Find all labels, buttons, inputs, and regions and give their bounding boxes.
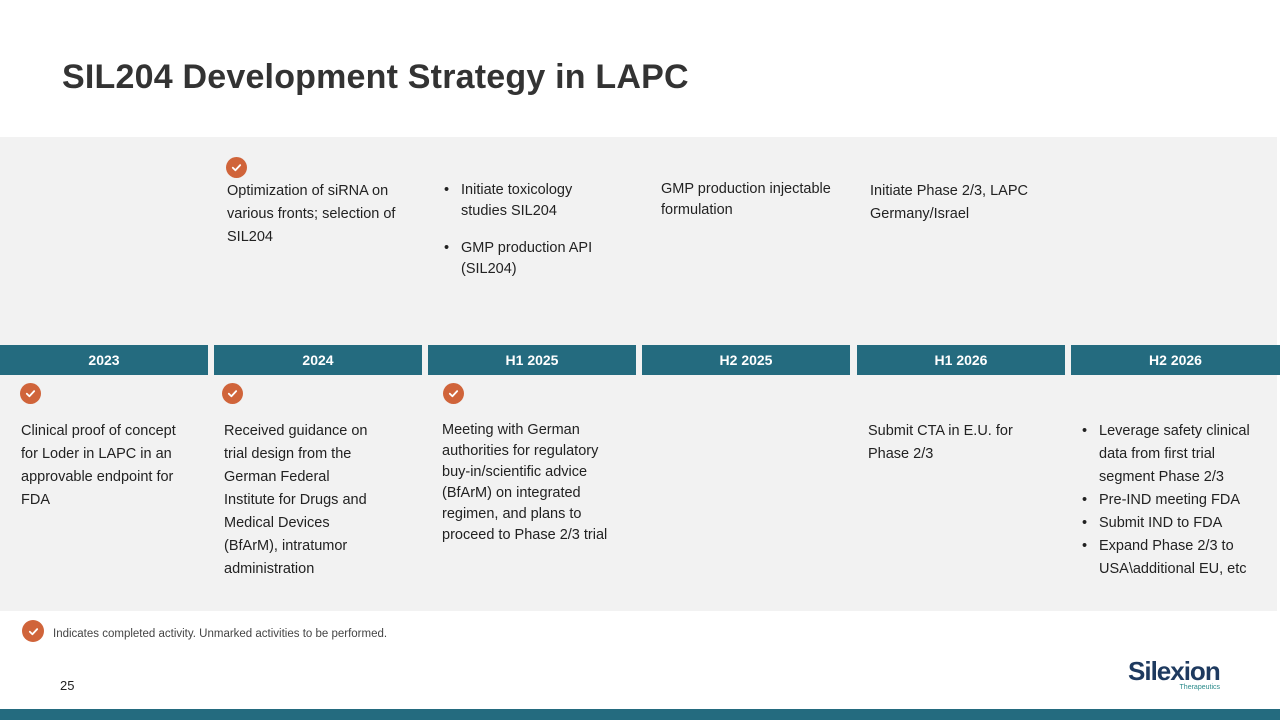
legend-text: Indicates completed activity. Unmarked activities to be performed. <box>53 628 388 640</box>
milestone-h1-2026-top: Initiate Phase 2/3, LAPC Germany/Israel <box>870 183 1028 222</box>
check-circle-icon <box>222 383 243 404</box>
period-2023: 2023 <box>0 345 208 375</box>
milestone-2024-bottom: Received guidance on trial design from the German Federal Institute for Drugs and Medical Devices (BfArM), intratumor administration <box>224 423 368 577</box>
period-h1-2025: H1 2025 <box>428 345 636 375</box>
slide-title: SIL204 Development Strategy in LAPC <box>62 58 689 96</box>
check-circle-icon <box>22 620 44 642</box>
footer-bar <box>0 709 1280 720</box>
milestone-2024-top: Optimization of siRNA on various fronts; selection of SIL204 <box>227 183 396 245</box>
list-item: • Pre-IND meeting FDA <box>1081 489 1271 512</box>
list-item: • Expand Phase 2/3 to USA\additional EU, etc <box>1081 535 1271 581</box>
milestone-2023-bottom: Clinical proof of concept for Loder in LAPC in an approvable endpoint for FDA <box>21 423 176 508</box>
logo-tagline: Therapeutics <box>1179 684 1220 691</box>
milestone-h1-2026-bottom: Submit CTA in E.U. for Phase 2/3 <box>868 423 1013 462</box>
period-h1-2026: H1 2026 <box>857 345 1065 375</box>
list-item: • Leverage safety clinical data from first trial segment Phase 2/3 <box>1081 420 1271 489</box>
list-item: • Submit IND to FDA <box>1081 512 1271 535</box>
period-h2-2026: H2 2026 <box>1071 345 1280 375</box>
list-item: • Initiate toxicology studies SIL204 <box>443 180 618 222</box>
page-number: 25 <box>60 678 75 693</box>
milestone-h2-2026-bottom <box>1081 420 1271 581</box>
check-circle-icon <box>226 157 247 178</box>
milestone-h1-2025-bottom: Meeting with German authorities for regulatory buy-in/scientific advice (BfArM) on integrated regimen, and plans to proceed to Phase 2/3 trial <box>442 422 608 543</box>
list-item: • GMP production API (SIL204) <box>443 238 618 280</box>
milestone-h1-2025-top <box>443 180 618 280</box>
check-circle-icon <box>443 383 464 404</box>
check-circle-icon <box>20 383 41 404</box>
milestone-h2-2025-top: GMP production injectable formulation <box>661 181 831 218</box>
company-logo <box>1128 658 1224 694</box>
period-h2-2025: H2 2025 <box>642 345 850 375</box>
logo-wordmark: Silexion <box>1128 656 1220 686</box>
period-2024: 2024 <box>214 345 422 375</box>
